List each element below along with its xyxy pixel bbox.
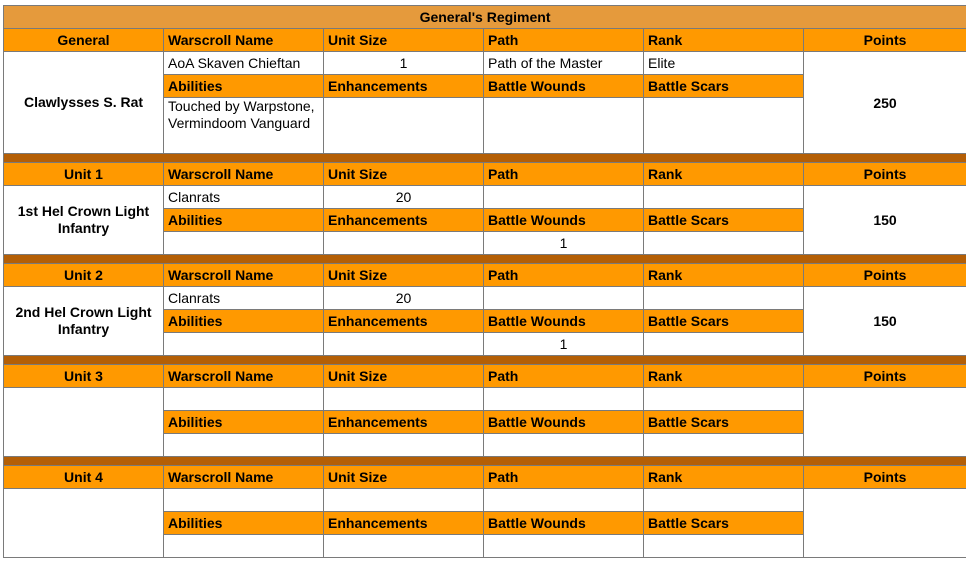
abilities-header[interactable]: Abilities <box>164 310 324 333</box>
rank-header[interactable]: Rank <box>644 29 804 52</box>
unit-size[interactable] <box>324 489 484 512</box>
path-header[interactable]: Path <box>484 365 644 388</box>
battle-scars-header[interactable]: Battle Scars <box>644 310 804 333</box>
battle-scars-header[interactable]: Battle Scars <box>644 209 804 232</box>
abilities-header[interactable]: Abilities <box>164 411 324 434</box>
enhancements-header[interactable]: Enhancements <box>324 310 484 333</box>
abilities-header[interactable]: Abilities <box>164 209 324 232</box>
abilities-header[interactable]: Abilities <box>164 512 324 535</box>
path-header[interactable]: Path <box>484 163 644 186</box>
unit-battle-scars[interactable] <box>644 232 804 255</box>
general-points[interactable]: 250 <box>804 52 966 154</box>
unit-size-header[interactable]: Unit Size <box>324 163 484 186</box>
enhancements-header[interactable]: Enhancements <box>324 209 484 232</box>
unit-size[interactable]: 20 <box>324 186 484 209</box>
battle-wounds-header[interactable]: Battle Wounds <box>484 512 644 535</box>
unit-header-row <box>4 264 966 287</box>
battle-scars-header[interactable]: Battle Scars <box>644 75 804 98</box>
unit-label[interactable]: Unit 3 <box>4 365 164 388</box>
path-header[interactable]: Path <box>484 29 644 52</box>
battle-wounds-header[interactable]: Battle Wounds <box>484 411 644 434</box>
unit-abilities[interactable] <box>164 232 324 255</box>
unit-battle-wounds[interactable]: 1 <box>484 333 644 356</box>
general-path[interactable]: Path of the Master <box>484 52 644 75</box>
unit-abilities[interactable] <box>164 434 324 457</box>
warscroll-header[interactable]: Warscroll Name <box>164 264 324 287</box>
unit-path[interactable] <box>484 287 644 310</box>
unit-size-header[interactable]: Unit Size <box>324 365 484 388</box>
unit-label[interactable]: Unit 4 <box>4 466 164 489</box>
unit-battle-scars[interactable] <box>644 333 804 356</box>
general-warscroll[interactable]: AoA Skaven Chieftan <box>164 52 324 75</box>
unit-header-row <box>4 466 966 489</box>
path-header[interactable]: Path <box>484 466 644 489</box>
unit-warscroll[interactable]: Clanrats <box>164 186 324 209</box>
unit-abilities[interactable] <box>164 333 324 356</box>
unit-name[interactable] <box>4 388 164 457</box>
unit-size[interactable] <box>324 388 484 411</box>
separator-row <box>4 255 966 264</box>
unit-path[interactable] <box>484 186 644 209</box>
battle-wounds-header[interactable]: Battle Wounds <box>484 75 644 98</box>
general-battle-scars[interactable] <box>644 98 804 154</box>
unit-name[interactable] <box>4 489 164 558</box>
regiment-table <box>3 5 966 558</box>
unit-label[interactable]: Unit 2 <box>4 264 164 287</box>
battle-wounds-header[interactable]: Battle Wounds <box>484 310 644 333</box>
unit-enhancements[interactable] <box>324 232 484 255</box>
unit-battle-wounds[interactable] <box>484 434 644 457</box>
general-battle-wounds[interactable] <box>484 98 644 154</box>
unit-points[interactable]: 150 <box>804 186 966 255</box>
abilities-header[interactable]: Abilities <box>164 75 324 98</box>
points-header[interactable]: Points <box>804 163 966 186</box>
unit-warscroll[interactable]: Clanrats <box>164 287 324 310</box>
unit-values-row <box>4 489 966 512</box>
unit-points[interactable] <box>804 489 966 558</box>
unit-values-row <box>4 186 966 209</box>
separator-row <box>4 356 966 365</box>
unit-battle-scars[interactable] <box>644 535 804 558</box>
battle-scars-header[interactable]: Battle Scars <box>644 512 804 535</box>
unit-values-row <box>4 287 966 310</box>
unit-enhancements[interactable] <box>324 333 484 356</box>
unit-rank[interactable] <box>644 186 804 209</box>
separator-row <box>4 154 966 163</box>
unit-warscroll[interactable] <box>164 489 324 512</box>
unit-header-row <box>4 163 966 186</box>
unit-size-header[interactable]: Unit Size <box>324 29 484 52</box>
rank-header[interactable]: Rank <box>644 163 804 186</box>
warscroll-header[interactable]: Warscroll Name <box>164 163 324 186</box>
points-header[interactable]: Points <box>804 29 966 52</box>
general-abilities[interactable]: Touched by Warpstone, Vermindoom Vanguard <box>164 98 324 154</box>
general-header-row <box>4 29 966 52</box>
path-header[interactable]: Path <box>484 264 644 287</box>
battle-wounds-header[interactable]: Battle Wounds <box>484 209 644 232</box>
unit-points[interactable]: 150 <box>804 287 966 356</box>
unit-path[interactable] <box>484 489 644 512</box>
points-header[interactable]: Points <box>804 365 966 388</box>
enhancements-header[interactable]: Enhancements <box>324 75 484 98</box>
general-enhancements[interactable] <box>324 98 484 154</box>
unit-points[interactable] <box>804 388 966 457</box>
rank-header[interactable]: Rank <box>644 365 804 388</box>
battle-scars-header[interactable]: Battle Scars <box>644 411 804 434</box>
unit-size-header[interactable]: Unit Size <box>324 264 484 287</box>
unit-abilities[interactable] <box>164 535 324 558</box>
unit-battle-wounds[interactable] <box>484 535 644 558</box>
unit-rank[interactable] <box>644 489 804 512</box>
unit-label[interactable]: Unit 1 <box>4 163 164 186</box>
enhancements-header[interactable]: Enhancements <box>324 512 484 535</box>
unit-warscroll[interactable] <box>164 388 324 411</box>
separator-row <box>4 457 966 466</box>
title-row <box>4 6 966 29</box>
unit-path[interactable] <box>484 388 644 411</box>
unit-size-header[interactable]: Unit Size <box>324 466 484 489</box>
warscroll-header[interactable]: Warscroll Name <box>164 365 324 388</box>
general-label[interactable]: General <box>4 29 164 52</box>
unit-size[interactable]: 20 <box>324 287 484 310</box>
rank-header[interactable]: Rank <box>644 466 804 489</box>
general-unit-size[interactable]: 1 <box>324 52 484 75</box>
general-name[interactable]: Clawlysses S. Rat <box>4 52 164 154</box>
unit-enhancements[interactable] <box>324 434 484 457</box>
points-header[interactable]: Points <box>804 466 966 489</box>
unit-enhancements[interactable] <box>324 535 484 558</box>
unit-values-row <box>4 388 966 411</box>
general-rank[interactable]: Elite <box>644 52 804 75</box>
general-values-row <box>4 52 966 75</box>
unit-rank[interactable] <box>644 287 804 310</box>
enhancements-header[interactable]: Enhancements <box>324 411 484 434</box>
unit-battle-scars[interactable] <box>644 434 804 457</box>
warscroll-header[interactable]: Warscroll Name <box>164 466 324 489</box>
unit-name[interactable]: 1st Hel Crown Light Infantry <box>4 186 164 255</box>
warscroll-header[interactable]: Warscroll Name <box>164 29 324 52</box>
unit-header-row <box>4 365 966 388</box>
rank-header[interactable]: Rank <box>644 264 804 287</box>
regiment-title[interactable]: General's Regiment <box>4 6 966 29</box>
points-header[interactable]: Points <box>804 264 966 287</box>
unit-rank[interactable] <box>644 388 804 411</box>
unit-battle-wounds[interactable]: 1 <box>484 232 644 255</box>
unit-name[interactable]: 2nd Hel Crown Light Infantry <box>4 287 164 356</box>
